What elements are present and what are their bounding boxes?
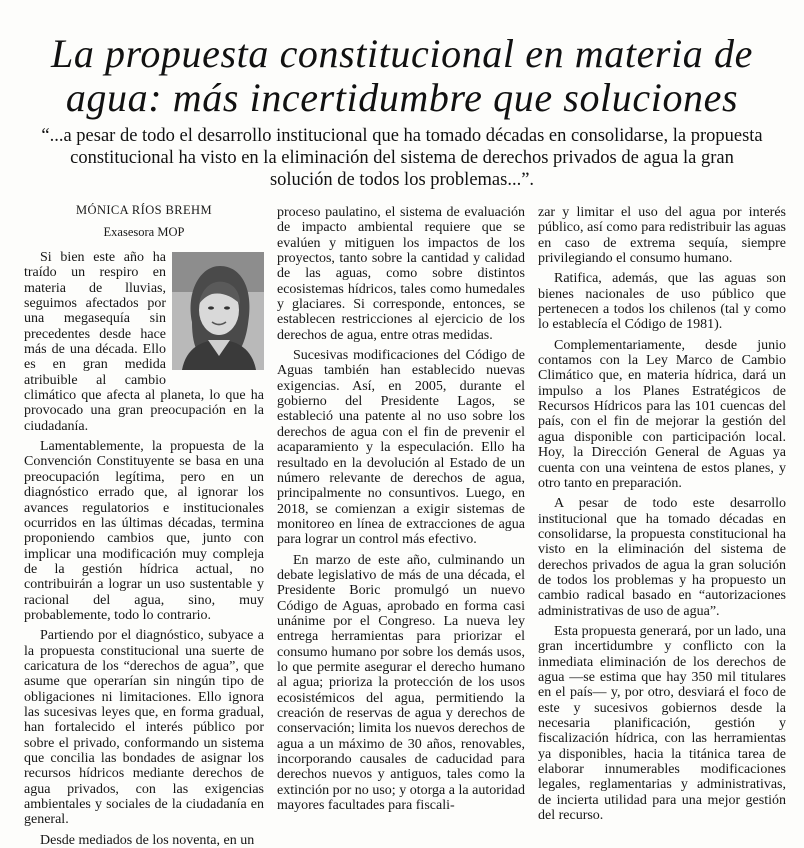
headline: La propuesta constitucional en materia de agua: más incertidumbre que soluciones — [51, 31, 753, 120]
paragraph: zar y limitar el uso del agua por interés público, así como para redistribuir las aguas en caso de extrema sequía, siempre privilegiando el consumo humano. — [538, 205, 786, 267]
paragraph: Partiendo por el diagnóstico, subyace a la propuesta constitucional una suerte de caricatura de los “derechos de agua”, que asume que operarían sin ningún tipo de obligaciones ni limitaciones. Ello ignora las sucesivas leyes que, en forma gradual, han fortalecido el interés público por sobre el privado, conformando un sistema que concilia las bondades de asignar los recursos hídricos mediante derechos de agua privados, con las exigencias ambientales y sociales de la ciudadanía en general. — [24, 628, 264, 828]
pull-quote: “...a pesar de todo el desarrollo institucional que ha tomado décadas en consolidarse, la propuesta constitucional ha visto en la eliminación del sistema de derechos privados de agua la gran solución de todos los problemas...”. — [41, 126, 763, 190]
paragraph: A pesar de todo este desarrollo institucional que ha tomado décadas en consolidarse, la propuesta constitucional ha visto en la eliminación del sistema de derechos privados de agua la gran solución de todos los problemas y ha propuesto un cambio radical basado en “autorizaciones administrativas de uso de agua”. — [538, 496, 786, 619]
paragraph: Esta propuesta generará, por un lado, una gran incertidumbre y conflicto con la inmediata eliminación de los derechos de agua —se estima que hay 350 mil titulares en el país— y, por otro, desviará el foco de este y sucesivos gobiernos desde la necesaria planificación, gestión y fiscalización hídrica, con las herramientas ya disponibles, hacia la titánica tarea de elaborar innumerables modificaciones legales, reglamentarias y administrativas, de incierta utilidad para una mejor gestión del recurso. — [538, 623, 786, 824]
column-3 — [538, 205, 786, 824]
portrait-image — [172, 252, 264, 370]
byline — [24, 202, 264, 240]
paragraph: proceso paulatino, el sistema de evaluación de impacto ambiental requiere que se evalúen y mitiguen los impactos de los proyectos, tanto sobre la cantidad y calidad de las aguas, como sobre distintos ecosistemas hídricos, tales como humedales y glaciares. Si corresponde, entonces, se establecen restricciones al ejercicio de los derechos de agua, entre otras medidas. — [277, 205, 525, 343]
paragraph: Desde mediados de los noventa, en un — [40, 832, 255, 848]
column-1 — [24, 250, 264, 848]
author-role: Exasesora MOP — [103, 225, 185, 239]
paragraph: Sucesivas modificaciones del Código de Aguas también han establecido nuevas exigencias. Así, en 2005, durante el gobierno del Presidente Lagos, se estableció una patente al no uso sobre los derechos de agua con el fin de prevenir el acaparamiento y la especulación. Ello ha resultado en la devolución al Estado de un número relevante de derechos de agua, principalmente no consuntivos. Luego, en 2018, se comienzan a exigir sistemas de monitoreo en línea de extracciones de agua para lograr un control más efectivo. — [277, 348, 525, 548]
paragraph: En marzo de este año, culminando un debate legislativo de más de una década, el Presidente Boric promulgó un nuevo Código de Aguas, aprobado en forma casi unánime por el Congreso. La nueva ley entrega herramientas para priorizar el consumo humano por sobre los demás usos, lo que permite asegurar el derecho humano al agua; prioriza la protección de los usos ecosistémicos del agua, permitiendo la creación de reservas de agua y derechos de conservación; limita los nuevos derechos de agua a un máximo de 30 años, renovables, incorporando causales de caducidad para derechos nuevos y antiguos, tales como la extinción por no uso; y otorga a la autoridad mayores facultades para fiscali- — [277, 552, 525, 814]
paragraph: Ratifica, además, que las aguas son bienes nacionales de uso público que pertenecen a todos los chilenos (tal y como lo establecía el Código de 1981). — [538, 271, 786, 333]
paragraph: Lamentablemente, la propuesta de la Convención Constituyente se basa en una preocupación legítima, pero en un diagnóstico errado que, al ignorar los avances regulatorios e institucionales ocurridos en las últimas décadas, termina proponiendo cambios que, junto con implicar una modificación muy compleja de la gestión hídrica actual, no contribuirán a lograr un uso sustentable y racional del agua, sino, muy probablemente, todo lo contrario. — [24, 439, 264, 623]
author-portrait — [172, 252, 264, 370]
paragraph: Si bien este año ha traído un respiro en materia de lluvias, seguimos afectados por una megasequía sin precedentes desde hace más de una década. Ello es en gran medida atribuible al cambio climático que afecta al planeta, lo que ha provocado una gran preocupación en la ciudadanía. — [24, 250, 264, 434]
paragraph: Complementariamente, desde junio contamos con la Ley Marco de Cambio Climático que, en materia hídrica, dará un impulso a los Planes Estratégicos de Recursos Hídricos para las 101 cuencas del país, con el fin de mejorar la gestión del agua disponible con participación local. Hoy, la Dirección General de Aguas ya cuenta con una veintena de estos planes, y otro tanto en preparación. — [538, 337, 786, 491]
column-2 — [277, 205, 525, 814]
author-name: MÓNICA RÍOS BREHM — [76, 203, 212, 217]
